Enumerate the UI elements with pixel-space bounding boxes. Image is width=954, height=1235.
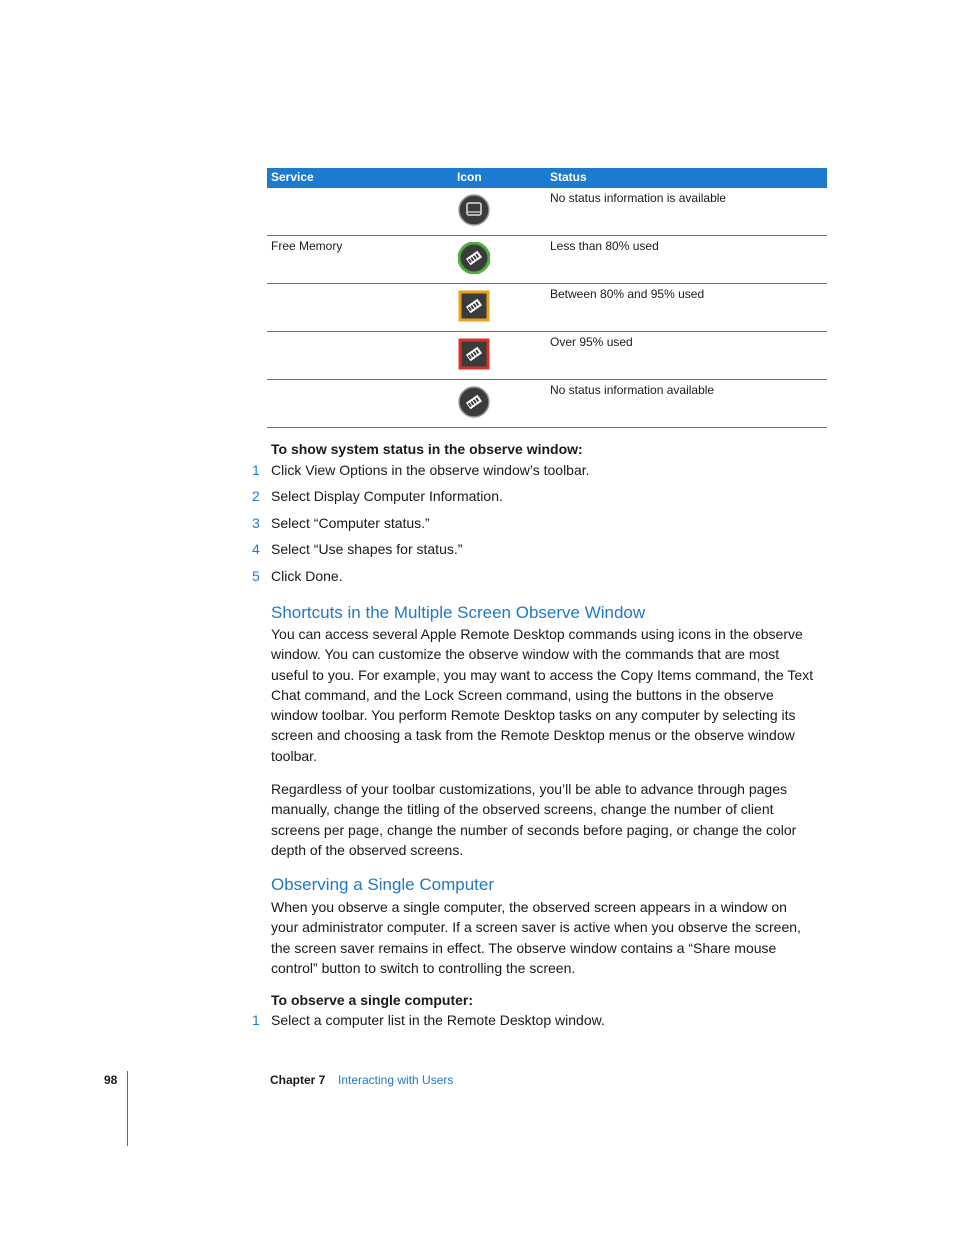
step-number: 4 [252, 541, 260, 557]
row-status: No status information is available [550, 191, 727, 205]
drive-status-icon [458, 194, 490, 226]
step-text: Select a computer list in the Remote Desktop window. [271, 1012, 605, 1028]
section-heading: Observing a Single Computer [271, 875, 495, 894]
paragraph-line: screen and choosing a task from the Remote Desktop menus or the observe window [271, 727, 795, 744]
row-status: No status information available [550, 383, 715, 397]
paragraph-line: your administrator computer. If a screen saver is active when you observe the screen, [271, 919, 801, 936]
paragraph-line: You can access several Apple Remote Desktop commands using icons in the observe [271, 626, 803, 642]
row-status: Between 80% and 95% used [550, 287, 705, 301]
header-icon: Icon [457, 170, 482, 184]
header-service: Service [271, 170, 314, 184]
row-service: Free Memory [271, 239, 343, 253]
table-row [267, 380, 827, 428]
paragraph-line: window. You can customize the observe window with the commands that are most [271, 646, 780, 663]
status-table [267, 168, 827, 428]
page-number: 98 [104, 1073, 118, 1087]
paragraph-line: toolbar. [271, 747, 317, 764]
paragraph-line: Regardless of your toolbar customizations, you’ll be able to advance through pages [271, 781, 787, 797]
paragraph [271, 624, 831, 766]
memory-yellow-icon [458, 290, 490, 322]
table-row [267, 236, 827, 284]
paragraph-line: window toolbar. You perform Remote Desktop tasks on any computer by selecting its [271, 707, 796, 724]
row-status: Over 95% used [550, 335, 633, 349]
paragraph-line: useful to you. For example, you may want to access the Copy Items command, the Text [271, 666, 814, 683]
header-status: Status [550, 170, 587, 184]
footer-chapter: Chapter 7 [270, 1073, 326, 1087]
step-text: Select Display Computer Information. [271, 488, 503, 504]
paragraph-line: manually, change the titling of the observed screens, change the number of client [271, 801, 774, 818]
paragraph-line: Chat command, and the Lock Screen command, using the buttons in the observe [271, 686, 774, 703]
memory-red-icon [458, 338, 490, 370]
procedure-heading: To show system status in the observe window: [271, 441, 583, 457]
procedure-heading: To observe a single computer: [271, 992, 474, 1008]
footer-chapter-title: Interacting with Users [338, 1073, 454, 1087]
footer-rule [127, 1071, 128, 1146]
step-number: 1 [252, 1012, 260, 1028]
step-text: Click View Options in the observe window’s toolbar. [271, 462, 590, 478]
paragraph-line: depth of the observed screens. [271, 841, 464, 858]
step-number: 2 [252, 488, 260, 504]
table-row [267, 332, 827, 380]
paragraph [271, 779, 831, 860]
step-number: 3 [252, 515, 260, 531]
row-status: Less than 80% used [550, 239, 659, 253]
memory-gray-icon [458, 386, 490, 418]
memory-green-icon [458, 242, 490, 274]
step-number: 5 [252, 568, 260, 584]
step-number: 1 [252, 462, 260, 478]
table-header [267, 168, 827, 188]
step-text: Click Done. [271, 568, 343, 584]
section-heading: Shortcuts in the Multiple Screen Observe Window [271, 603, 646, 622]
paragraph [271, 897, 831, 978]
step-text: Select “Use shapes for status.” [271, 541, 463, 557]
paragraph-line: When you observe a single computer, the observed screen appears in a window on [271, 899, 787, 915]
step-text: Select “Computer status.” [271, 515, 430, 531]
paragraph-line: control” button to switch to controlling the screen. [271, 959, 576, 976]
table-row [267, 188, 827, 236]
table-row [267, 284, 827, 332]
paragraph-line: the screen saver remains in effect. The observe window contains a “Share mouse [271, 939, 777, 956]
paragraph-line: screens per page, change the number of seconds before paging, or change the color [271, 821, 797, 838]
